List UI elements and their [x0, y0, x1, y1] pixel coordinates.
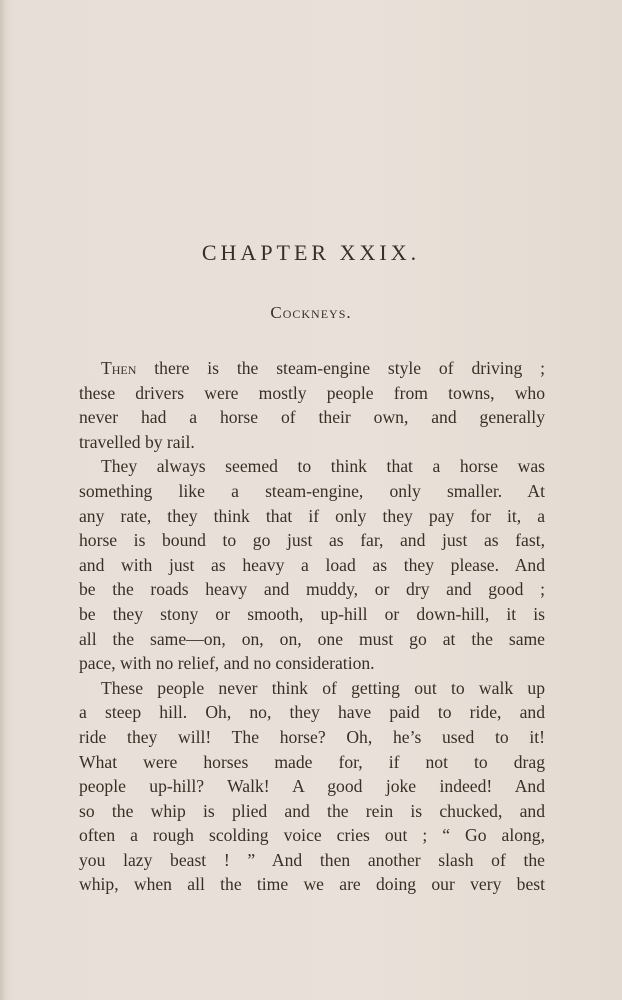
text-line: so the whip is plied and the rein is chucked, and [79, 800, 545, 821]
paragraph-3 [79, 676, 545, 897]
paragraph-2 [79, 454, 545, 675]
text-line: ride they will! The horse? Oh, he’s used to it! [79, 726, 545, 747]
paragraph-1 [79, 356, 545, 454]
text-line: What were horses made for, if not to drag [79, 751, 545, 772]
chapter-body [79, 356, 545, 897]
text-line: people up-hill? Walk! A good joke indeed! And [79, 776, 545, 797]
text-line: be the roads heavy and muddy, or dry and good ; [79, 579, 545, 600]
text-line: you lazy beast ! ” And then another slash of the [79, 849, 545, 870]
text-line: and with just as heavy a load as they please. And [79, 554, 545, 575]
text-line: Then there is the steam-engine style of driving ; [101, 358, 545, 378]
text-line: These people never think of getting out to walk up [101, 677, 545, 698]
text-line: these drivers were mostly people from towns, who [79, 382, 545, 403]
text-line: horse is bound to go just as far, and just as fast, [79, 530, 545, 551]
text-line: travelled by rail. [79, 431, 195, 452]
chapter-heading: CHAPTER XXIX. [201, 240, 421, 265]
lead-word: Then [101, 358, 137, 378]
text-line: something like a steam-engine, only smaller. At [79, 480, 545, 501]
text-line: often a rough scolding voice cries out ; “ Go along, [79, 825, 545, 846]
text-line: pace, with no relief, and no consideration. [79, 653, 375, 674]
text-line: never had a horse of their own, and generally [79, 407, 545, 428]
chapter-title: Cockneys. [270, 303, 352, 322]
text-line: They always seemed to think that a horse was [101, 456, 545, 477]
text-line: whip, when all the time we are doing our very best [79, 874, 545, 895]
text-line: be they stony or smooth, up-hill or down-hill, it is [79, 603, 545, 624]
text-line: all the same—on, on, on, one must go at the same [79, 628, 545, 649]
text-line: a steep hill. Oh, no, they have paid to ride, and [79, 702, 545, 723]
text-line: any rate, they think that if only they pay for it, a [79, 505, 545, 526]
